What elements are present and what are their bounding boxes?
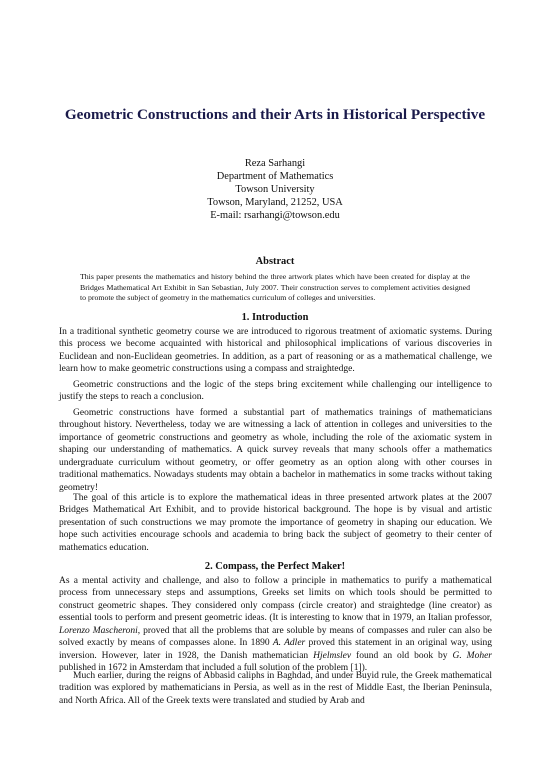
section-2-paragraph [59,575,492,675]
person-name-moher: G. Moher [452,650,492,661]
author-university: Towson University [235,184,315,195]
person-name-adler: A. Adler [272,638,306,649]
paragraph-text: found an old book by [351,650,453,661]
paragraph-text: published in 1672 in Amsterdam that included a full solution of the problem [1]). [59,663,368,674]
paper-title: Geometric Constructions and their Arts in Historical Perspective [64,106,486,123]
paragraph-text: As a mental activity and challenge, and also to follow a principle in mathematics to purify a mathematical process from unnecessary steps and assumptions, Greeks set limits on which tools should be permitted to construct geometric shapes. They considered only compass (circle creator) and straightedge (line creator) as essential tools to perform and present geometric ideas. (It is interesting to know that in 1979, an Italian professor, [59,576,492,624]
person-name-hjelmslev: Hjelmslev [313,650,352,661]
section-1-heading: 1. Introduction [241,312,309,323]
paragraph-text: proved this statement in an original way, using inversion. However, later in 1928, the Danish mathematician [59,638,492,661]
author-location: Towson, Maryland, 21252, USA [207,197,343,208]
author-department: Department of Mathematics [216,171,334,182]
section-1-paragraph: The goal of this article is to explore the mathematical ideas in three presented artwork plates at the 2007 Bridges Mathematical Art Exhibit, and to provide historical background. The hope is by visual and artistic presentation of such constructions we may promote the importance of geometry in shaping our education. We hope such activities encourage schools and academia to bring back the subject of geometry to their center of mathematics education. [59,493,492,553]
paragraph-text: , proved that all the problems that are soluble by means of compasses and ruler can also be solved exactly by means of compasses alone. In 1890 [59,625,492,649]
section-2-heading: 2. Compass, the Perfect Maker! [204,561,346,572]
abstract-text: This paper presents the mathematics and history behind the three artwork plates which have been created for display at the Bridges Mathematical Art Exhibit in San Sebastian, July 2007. Their construction serves to complement activities designed to promote the subject of geometry in the mathematics curriculum of colleges and universities. [80,272,470,303]
author-name: Reza Sarhangi [244,158,306,169]
section-1-paragraph: Geometric constructions and the logic of the steps bring excitement while challenging our intelligence to justify the steps to reach a conclusion. [59,380,492,403]
section-2-paragraph: Much earlier, during the reigns of Abbasid caliphs in Baghdad, and under Buyid rule, the Greek mathematical tradition was explored by mathematicians in Persia, as well as in the rest of Middle East, the Iberian Peninsula, and North Africa. All of the Greek texts were translated and studied by Arab and [59,671,492,706]
person-name-mascheroni: Lorenzo Mascheroni [59,625,138,636]
section-1-paragraph: In a traditional synthetic geometry course we are introduced to rigorous treatment of axiomatic systems. During this process we become acquainted with historical and philosophical implications of various discoveries in Euclidean and non-Euclidean geometries. In addition, as a part of reasoning or as a mathematical challenge, we learn how to make geometric constructions using a compass and straightedge. [59,327,492,375]
section-1-paragraph: Geometric constructions have formed a substantial part of mathematics trainings of mathematicians throughout history. Nevertheless, today we are witnessing a lack of attention in colleges and universities to the importance of geometric constructions and geometry as whole, including the role of the axiomatic system in shaping our understanding of mathematics. A quick survey reveals that many schools offer a mathematics undergraduate curriculum without geometry, or offer geometry as an option along with other courses in traditional mathematics. Nowadays students may obtain a bachelor in mathematics in some tracks without taking geometry! [59,408,492,493]
abstract-heading: Abstract [255,256,295,267]
author-email[interactable]: E-mail: rsarhangi@towson.edu [210,210,340,221]
